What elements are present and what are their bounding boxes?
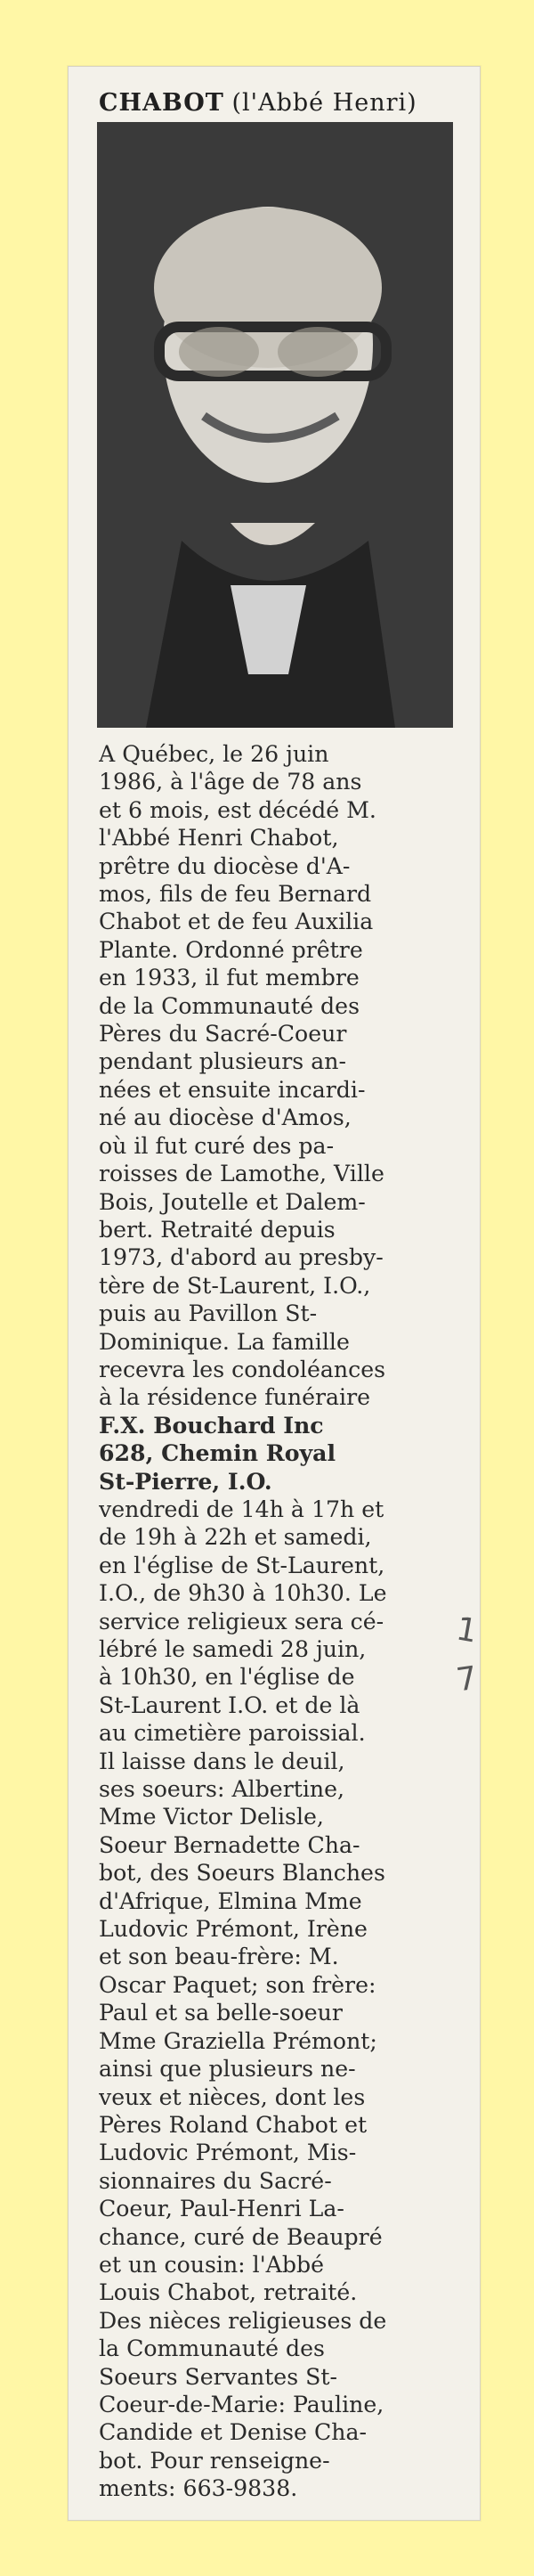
- obituary-line: puis au Pavillon St-: [99, 1300, 318, 1327]
- obituary-line: au cimetière paroissial.: [99, 1720, 366, 1747]
- funeral-home-address: 628, Chemin Royal: [99, 1439, 336, 1467]
- obituary-line: recevra les condoléances: [99, 1356, 386, 1382]
- obituary-line: Pères du Sacré-Coeur: [99, 1021, 347, 1048]
- obituary-line: ainsi que plusieurs ne-: [99, 2056, 356, 2083]
- obituary-line: bot, des Soeurs Blanches: [99, 1860, 385, 1887]
- deceased-title: (l'Abbé Henri): [231, 89, 417, 117]
- funeral-home-name: F.X. Bouchard Inc: [99, 1411, 324, 1439]
- obituary-line: sionnaires du Sacré-: [99, 2167, 332, 2194]
- obituary-line: Mme Graziella Prémont;: [99, 2027, 377, 2054]
- obituary-line: la Communauté des: [99, 2336, 325, 2362]
- obituary-line: pendant plusieurs an-: [99, 1048, 346, 1075]
- obituary-line: Plante. Ordonné prêtre: [99, 936, 363, 963]
- obituary-line: bert. Retraité depuis: [99, 1216, 336, 1243]
- obituary-line: nées et ensuite incardi-: [99, 1076, 366, 1103]
- obituary-line: Pères Roland Chabot et: [99, 2111, 368, 2138]
- obituary-line: A Québec, le 26 juin: [99, 741, 329, 767]
- obituary-line: Ludovic Prémont, Mis-: [99, 2140, 357, 2166]
- funeral-home-city: St-Pierre, I.O.: [99, 1467, 272, 1495]
- obituary-line: mos, fils de feu Bernard: [99, 881, 372, 908]
- deceased-surname: CHABOT: [99, 89, 224, 117]
- obituary-line: d'Afrique, Elmina Mme: [99, 1887, 362, 1914]
- obituary-line: né au diocèse d'Amos,: [99, 1105, 352, 1131]
- obituary-line: veux et nièces, dont les: [99, 2083, 366, 2110]
- obituary-line: Des nièces religieuses de: [99, 2307, 387, 2334]
- obituary-line: Dominique. La famille: [99, 1328, 350, 1355]
- obituary-line: Mme Victor Delisle,: [99, 1804, 324, 1830]
- obituary-line: lébré le samedi 28 juin,: [99, 1636, 367, 1662]
- obituary-line: Louis Chabot, retraité.: [99, 2279, 358, 2306]
- obituary-line: à la résidence funéraire: [99, 1384, 371, 1411]
- obituary-body: [99, 740, 458, 2503]
- handwritten-mark-2: 7: [454, 1659, 480, 1700]
- obituary-line: où il fut curé des pa-: [99, 1132, 335, 1159]
- obituary-line: Ludovic Prémont, Irène: [99, 1916, 368, 1943]
- obituary-line: et 6 mois, est décédé M.: [99, 796, 376, 823]
- obituary-line: tère de St-Laurent, I.O.,: [99, 1272, 371, 1299]
- obituary-line: Coeur, Paul-Henri La-: [99, 2196, 344, 2222]
- portrait-illustration: [97, 122, 453, 728]
- obituary-line: St-Laurent I.O. et de là: [99, 1692, 360, 1718]
- obituary-line: et son beau-frère: M.: [99, 1944, 339, 1970]
- obituary-line: prêtre du diocèse d'A-: [99, 852, 351, 879]
- obituary-line: Il laisse dans le deuil,: [99, 1748, 345, 1774]
- obituary-line: à 10h30, en l'église de: [99, 1664, 355, 1691]
- obituary-line: l'Abbé Henri Chabot,: [99, 825, 339, 852]
- obituary-line: ses soeurs: Albertine,: [99, 1776, 345, 1803]
- obituary-line: I.O., de 9h30 à 10h30. Le: [99, 1580, 387, 1607]
- obituary-line: de 19h à 22h et samedi,: [99, 1524, 372, 1551]
- obituary-line: 1986, à l'âge de 78 ans: [99, 769, 362, 795]
- obituary-line: et un cousin: l'Abbé: [99, 2251, 324, 2278]
- obituary-clipping: [68, 66, 481, 2521]
- obituary-line: Coeur-de-Marie: Pauline,: [99, 2391, 384, 2417]
- portrait-photo: [97, 122, 453, 728]
- obituary-line: Soeurs Servantes St-: [99, 2363, 338, 2390]
- obituary-line: Oscar Paquet; son frère:: [99, 1971, 376, 1998]
- obituary-line: roisses de Lamothe, Ville: [99, 1161, 384, 1187]
- obituary-line: ments: 663-9838.: [99, 2475, 298, 2502]
- obituary-heading: [99, 81, 464, 126]
- obituary-line: Soeur Bernadette Cha-: [99, 1831, 360, 1858]
- obituary-line: service religieux sera cé-: [99, 1608, 384, 1634]
- obituary-line: 1973, d'abord au presby-: [99, 1244, 384, 1271]
- obituary-line: vendredi de 14h à 17h et: [99, 1496, 384, 1522]
- obituary-line: chance, curé de Beaupré: [99, 2223, 383, 2250]
- obituary-line: Candide et Denise Cha-: [99, 2419, 367, 2446]
- obituary-line: Bois, Joutelle et Dalem-: [99, 1188, 366, 1215]
- obituary-line: Chabot et de feu Auxilia: [99, 909, 374, 935]
- obituary-line: Paul et sa belle-soeur: [99, 2000, 343, 2026]
- obituary-line: en 1933, il fut membre: [99, 965, 360, 991]
- obituary-line: bot. Pour renseigne-: [99, 2447, 330, 2474]
- obituary-line: en l'église de St-Laurent,: [99, 1552, 385, 1578]
- obituary-line: de la Communauté des: [99, 992, 360, 1019]
- handwritten-mark-1: 1: [453, 1610, 481, 1651]
